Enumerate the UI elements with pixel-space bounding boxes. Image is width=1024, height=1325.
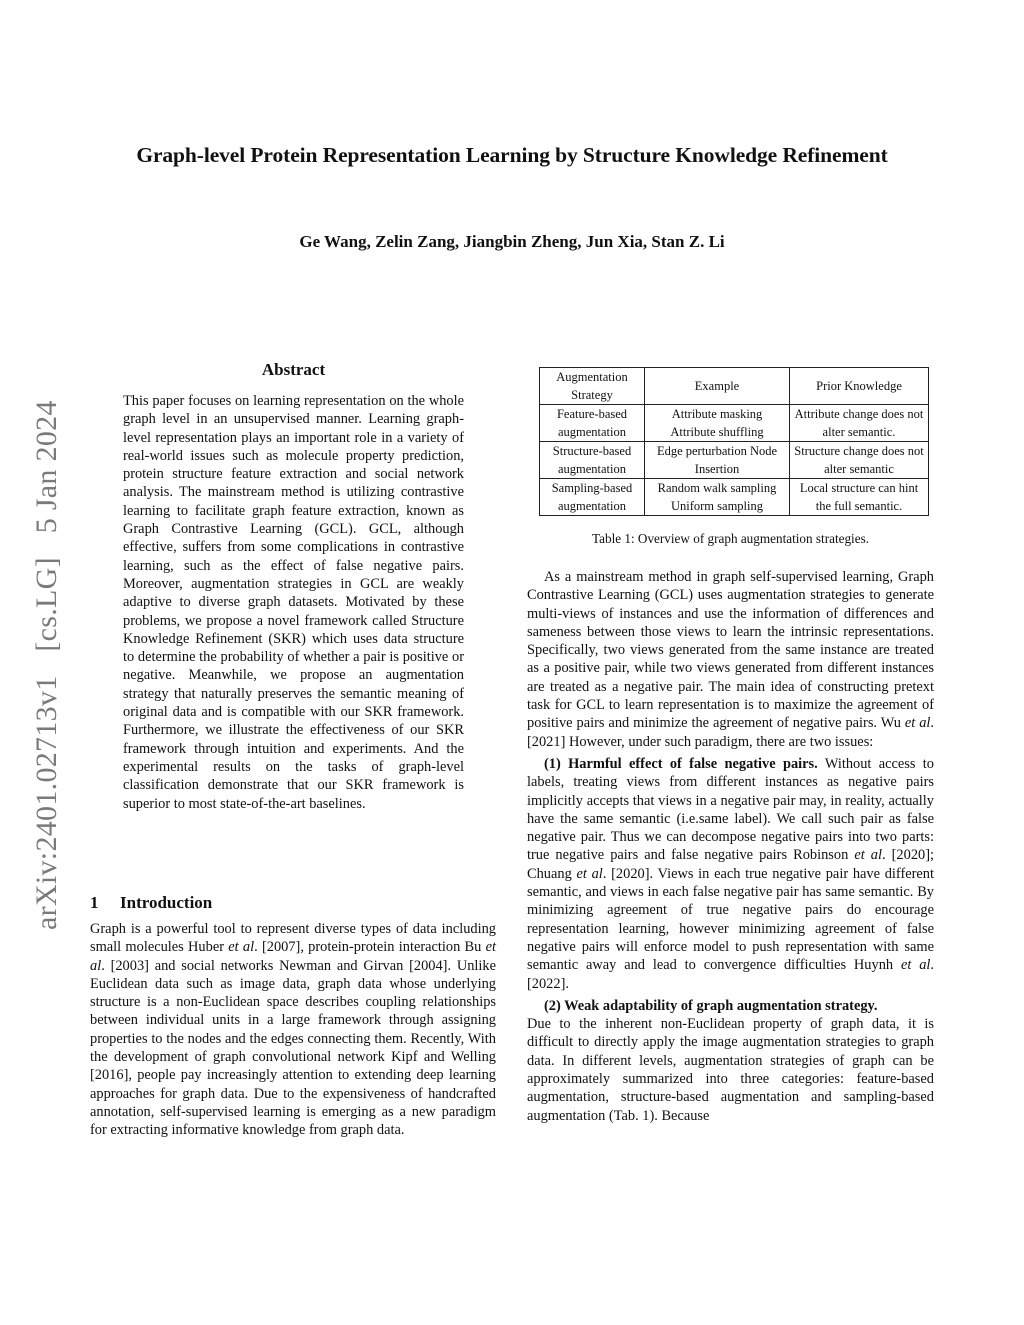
arxiv-id: arXiv:2401.02713v1 [30, 675, 63, 930]
intro-paragraph: Graph is a powerful tool to represent diverse types of data including small molecules Huber et al. [2007], protein-protein interaction Bu et al. [2003] and social networks Newman and Girvan [2004]. Unlike Euclidean data such as image data, graph data whose underlying structure is a non-Euclidean space describes coupling relationships between individual units in a large framework through assigning properties to the nodes and the edges connecting them. Recently, With the development of graph convolutional network Kipf and Welling [2016], people pay increasingly attention to extending deep learning approaches for graph data. Due to the expensiveness of handcrafted annotation, self-supervised learning is emerging as a new paradigm for extracting informative knowledge from graph data. [90, 921, 496, 1139]
introduction-body [90, 920, 496, 1140]
table-cell: Attribute change does not alter semantic. [790, 405, 929, 442]
author-list: Ge Wang, Zelin Zang, Jiangbin Zheng, Jun Xia, Stan Z. Li [299, 232, 725, 251]
table-row [540, 479, 929, 516]
table-header-cell: Example [645, 368, 790, 405]
table-row [540, 442, 929, 479]
table-header-cell: Prior Knowledge [790, 368, 929, 405]
table-cell: Structure change does not alter semantic [790, 442, 929, 479]
abstract-text: This paper focuses on learning representation on the whole graph level in an unsupervised manner. Learning graph-level representation plays an important role in a variety of real-world issues such as molecule property prediction, protein structure feature extraction and social network analysis. The mainstream method is utilizing contrastive learning to facilitate graph feature extraction, known as Graph Contrastive Learning (GCL). GCL, although effective, suffers from some complications in contrastive learning, such as the effect of false negative pairs. Moreover, augmentation strategies in GCL are weakly adaptive to diverse graph datasets. Motivated by these problems, we propose a novel framework called Structure Knowledge Refinement (SKR) which uses data structure to determine the probability of whether a pair is positive or negative. Meanwhile, we propose an augmentation strategy that naturally preserves the semantic meaning of original data and is compatible with our SKR framework. Furthermore, we illustrate the effectiveness of our SKR framework through intuition and experiments. And the experimental results on the tasks of graph-level classification demonstrate that our SKR framework is superior to most state-of-the-art baselines. [123, 393, 464, 812]
augmentation-table [539, 367, 929, 516]
issue-2-heading: (2) Weak adaptability of graph augmentation strategy. [544, 997, 878, 1014]
paragraph-issue-1: (1) Harmful effect of false negative pairs. Without access to labels, treating views from different instances as negative pairs implicitly accepts that views in a negative pair may, in reality, actually have the same semantic (i.e.same label). We call such pair as false negative pair. Thus we can decompose negative pairs into two parts: true negative pairs and false negative pairs Robinson et al. [2020]; Chuang et al. [2020]. Views in each true negative pair have different semantic, and views in each false negative pair has same semantic. By minimizing agreement of true negative pairs do encourage representation learning, however minimizing agreement of false negative pairs will enforce model to push representation with same semantic away and lead to convergence difficulties Huynh et al. [2022]. [527, 755, 935, 992]
table-cell: Feature-based augmentation [540, 405, 645, 442]
table-cell: Edge perturbation Node Insertion [645, 442, 790, 479]
table-header-cell: Augmentation Strategy [540, 368, 645, 405]
section-number: 1 [90, 893, 99, 912]
table-header-row [540, 368, 929, 405]
issue-1-heading: (1) Harmful effect of false negative pairs. [544, 755, 818, 772]
section-heading-introduction [90, 893, 212, 913]
paragraph-issue-2: (2) Weak adaptability of graph augmentation strategy. Due to the inherent non-Euclidean property of graph data, it is difficult to directly apply the image augmentation strategies to graph data. In different levels, augmentation strategies of graph can be approximately summarized into three categories: feature-based augmentation, structure-based augmentation and sampling-based augmentation (Tab. 1). Because [527, 997, 934, 1124]
arxiv-category: [cs.LG] [30, 557, 63, 652]
table-caption: Table 1: Overview of graph augmentation strategies. [591, 531, 870, 546]
abstract-body [123, 392, 464, 813]
paper-title: Graph-level Protein Representation Learning by Structure Knowledge Refinement [136, 143, 888, 167]
table-cell: Random walk sampling Uniform sampling [645, 479, 790, 516]
table-cell: Local structure can hint the full semantic. [790, 479, 929, 516]
table-cell: Attribute masking Attribute shuffling [645, 405, 790, 442]
right-column-body [527, 568, 934, 1125]
arxiv-date: 5 Jan 2024 [30, 400, 63, 534]
abstract-heading: Abstract [261, 360, 326, 379]
table-cell: Structure-based augmentation [540, 442, 645, 479]
arxiv-identifier [30, 384, 64, 930]
table-cell: Sampling-based augmentation [540, 479, 645, 516]
paragraph-gcl: As a mainstream method in graph self-supervised learning, Graph Contrastive Learning (GCL) uses augmentation strategies to generate multi-views of instances and use the information of differences and sameness between those views to learn the intrinsic representations. Specifically, two views generated from the same instance are treated as a positive pair, while two views generated from different instances are treated as a negative pair. The main idea of constructing pretext task for GCL to learn representation is to maximize the agreement of positive pairs and minimize the agreement of negative pairs. Wu et al. [2021] However, under such paradigm, there are two issues: [527, 569, 934, 750]
table-row [540, 405, 929, 442]
section-title: Introduction [120, 893, 213, 912]
